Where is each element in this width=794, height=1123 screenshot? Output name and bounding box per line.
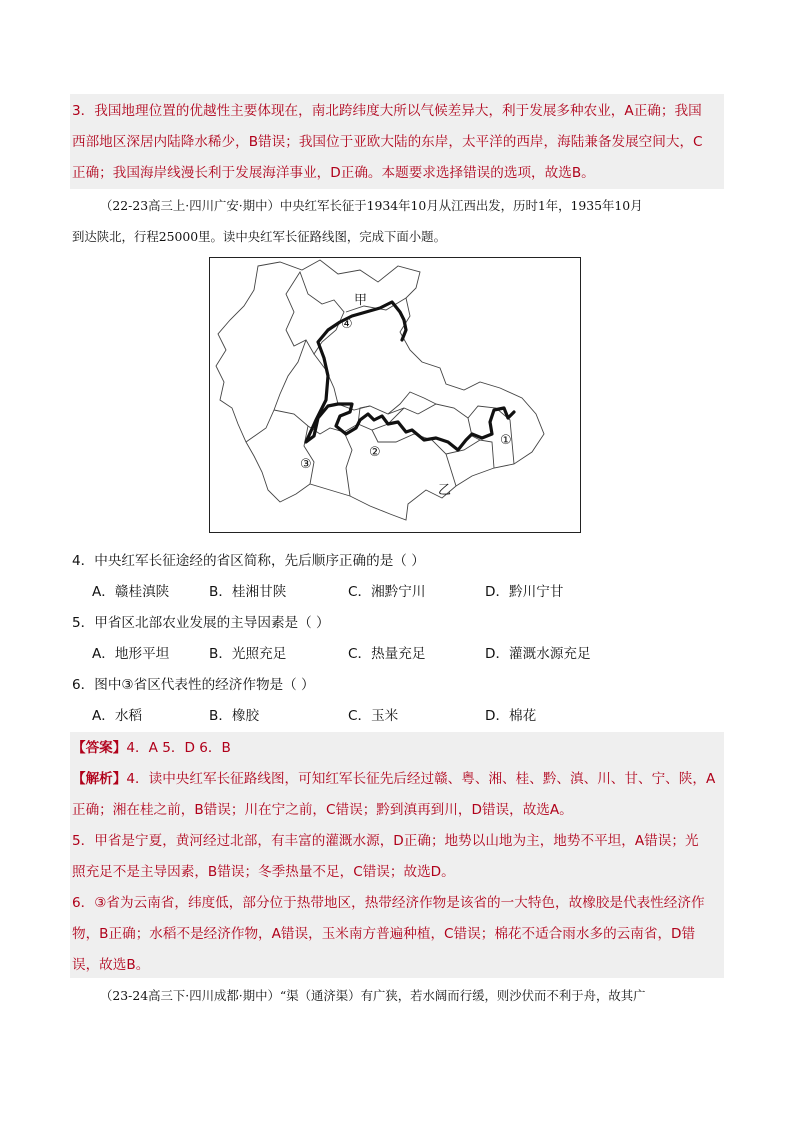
intro-line: （22-23高三上·四川广安·期中）中央红军长征于1934年10月从江西出发，历时1年，1935年10月: [100, 198, 643, 213]
analysis-label: 【解析】: [72, 771, 127, 787]
question-4-stem: 4．中央红军长征途经的省区简称，先后顺序正确的是（ ）: [72, 553, 425, 569]
analysis-line: 6．③省为云南省，纬度低，部分位于热带地区，热带经济作物是该省的一大特色，故橡胶是代表性经济作: [72, 895, 705, 911]
answer-line: [72, 733, 724, 764]
analysis-line: 5．甲省是宁夏，黄河经过北部，有丰富的灌溉水源，D正确；地势以山地为主，地势不平坦，A错误；光: [72, 833, 699, 849]
label-circle-1: ①: [500, 433, 512, 448]
option: A．地形平坦: [92, 646, 170, 662]
analysis-line: 照充足不是主导因素，B错误；冬季热量不足，C错误；故选D。: [72, 864, 455, 880]
q3-explanation-line: 西部地区深居内陆降水稀少，B错误；我国位于亚欧大陆的东岸，太平洋的西岸，海陆兼备发展空间大，C: [72, 134, 703, 150]
question-intro: [72, 190, 724, 252]
option: D．黔川宁甘: [485, 584, 564, 600]
analysis-line: 【解析】4．读中央红军长征路线图，可知红军长征先后经过赣、粤、湘、桂、黔、滇、川、甘、宁、陕，A: [72, 771, 716, 787]
label-yi: 乙: [438, 483, 452, 498]
q3-explanation-line: 正确；我国海岸线漫长利于发展海洋事业，D正确。本题要求选择错误的选项，故选B。: [72, 165, 595, 181]
option: A．赣桂滇陕: [92, 584, 170, 600]
option: C．热量充足: [348, 646, 426, 662]
option: B．桂湘甘陕: [209, 584, 287, 600]
option: B．光照充足: [209, 646, 287, 662]
option: D．棉花: [485, 708, 537, 724]
province-borders: [216, 260, 544, 520]
label-circle-2: ②: [369, 445, 381, 460]
option: D．灌溉水源充足: [485, 646, 591, 662]
answer-label: 【答案】: [72, 740, 127, 756]
intro-line: 到达陕北，行程25000里。读中央红军长征路线图，完成下面小题。: [72, 229, 446, 244]
label-jia: 甲: [354, 293, 368, 308]
option: C．玉米: [348, 708, 399, 724]
q3-explanation: [72, 96, 724, 189]
long-march-route: [306, 302, 514, 450]
option: C．湘黔宁川: [348, 584, 426, 600]
analysis-line: 物，B正确；水稻不是经济作物，A错误，玉米南方普遍种植，C错误；棉花不适合雨水多的云南省，D错: [72, 926, 696, 942]
option: B．橡胶: [209, 708, 260, 724]
question-5-stem: 5．甲省区北部农业发展的主导因素是（ ）: [72, 615, 330, 631]
next-question-intro: （23-24高三下·四川成都·期中）“渠（通济渠）有广狭，若水阔而行缓，则沙伏而不利于舟，故其广: [100, 988, 646, 1003]
analysis-line: 误，故选B。: [72, 957, 150, 973]
analysis-line: 正确；湘在桂之前，B错误；川在宁之前，C错误；黔到滇再到川，D错误，故选A。: [72, 802, 573, 818]
answer-text: 4．A 5．D 6．B: [126, 740, 231, 756]
map-svg: [210, 258, 580, 532]
label-circle-4: ④: [341, 317, 353, 332]
q3-explanation-line: 3．我国地理位置的优越性主要体现在，南北跨纬度大所以气候差异大，利于发展多种农业，A正确；我国: [72, 103, 702, 119]
question-6-stem: 6．图中③省区代表性的经济作物是（ ）: [72, 677, 315, 693]
option: A．水稻: [92, 708, 143, 724]
long-march-route-map: [209, 257, 581, 533]
answer-analysis: [72, 733, 724, 981]
label-circle-3: ③: [300, 457, 312, 472]
